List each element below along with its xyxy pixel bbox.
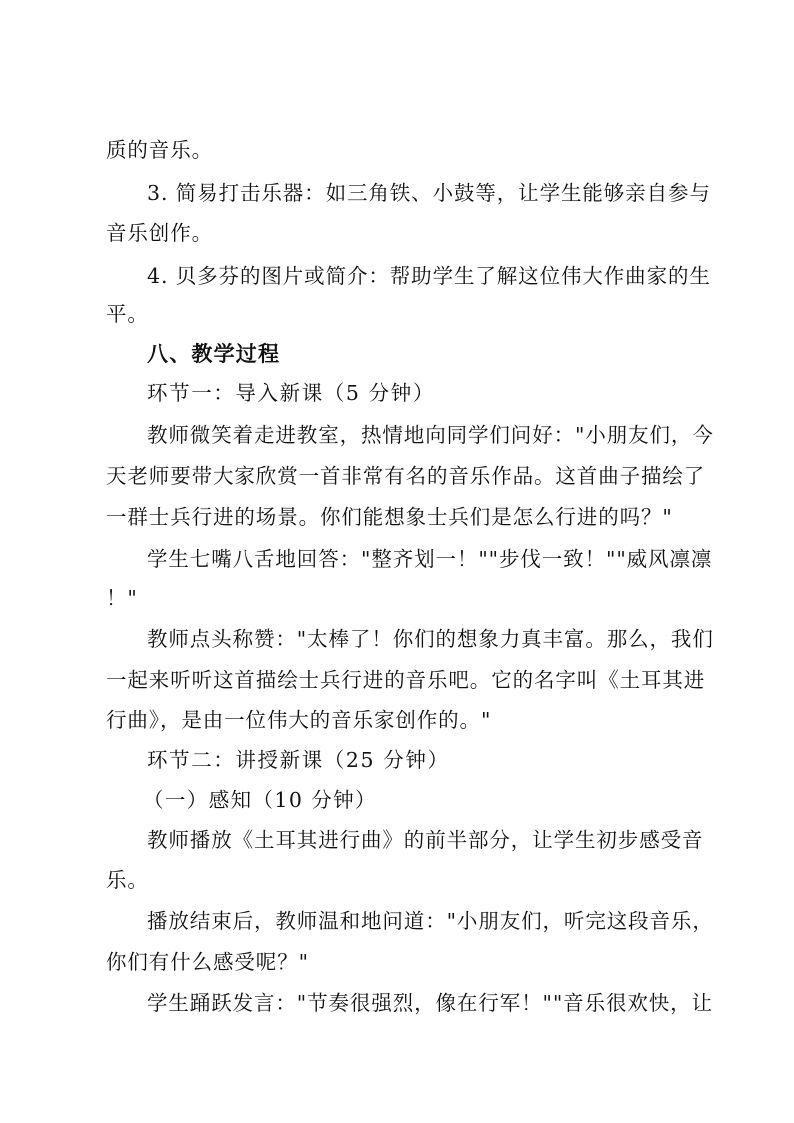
- paragraph-line: ！": [106, 586, 138, 610]
- paragraph-line: 行曲》，是由一位伟大的音乐家创作的。": [106, 708, 492, 732]
- paragraph-line: 教师微笑着走进教室，热情地向同学们问好："小朋友们，今: [147, 423, 714, 447]
- paragraph-line: 学生七嘴八舌地回答："整齐划一！""步伐一致！""威风凛凛: [147, 547, 713, 571]
- subsection-heading: （一）感知（10 分钟）: [143, 788, 377, 812]
- section-heading: 八、教学过程: [147, 341, 281, 366]
- paragraph-line: 学生踊跃发言："节奏很强烈，像在行军！""音乐很欢快，让: [147, 991, 713, 1015]
- paragraph-line: 播放结束后，教师温和地问道："小朋友们，听完这段音乐，: [147, 909, 714, 933]
- paragraph-line: 教师播放《土耳其进行曲》的前半部分，让学生初步感受音: [147, 828, 704, 852]
- paragraph-line: 你们有什么感受呢？": [106, 950, 309, 974]
- paragraph-line: 一起来听听这首描绘士兵行进的音乐吧。它的名字叫《土耳其进: [106, 668, 706, 692]
- subsection-heading: 环节二：讲授新课（25 分钟）: [147, 748, 450, 772]
- paragraph-line: 平。: [106, 302, 149, 326]
- paragraph-line: 一群士兵行进的场景。你们能想象士兵们是怎么行进的吗？": [106, 505, 673, 529]
- paragraph-line: 质的音乐。: [106, 138, 213, 162]
- paragraph-line: 教师点头称赞："太棒了！你们的想象力真丰富。那么，我们: [147, 627, 714, 651]
- paragraph-line: 音乐创作。: [106, 221, 213, 245]
- list-item-line: 4. 贝多芬的图片或简介：帮助学生了解这位伟大作曲家的生: [147, 264, 711, 288]
- paragraph-line: 乐。: [106, 868, 149, 892]
- paragraph-line: 天老师要带大家欣赏一首非常有名的音乐作品。这首曲子描绘了: [106, 464, 706, 488]
- subsection-heading: 环节一：导入新课（5 分钟）: [147, 381, 435, 405]
- list-item-line: 3. 简易打击乐器：如三角铁、小鼓等，让学生能够亲自参与: [147, 181, 711, 205]
